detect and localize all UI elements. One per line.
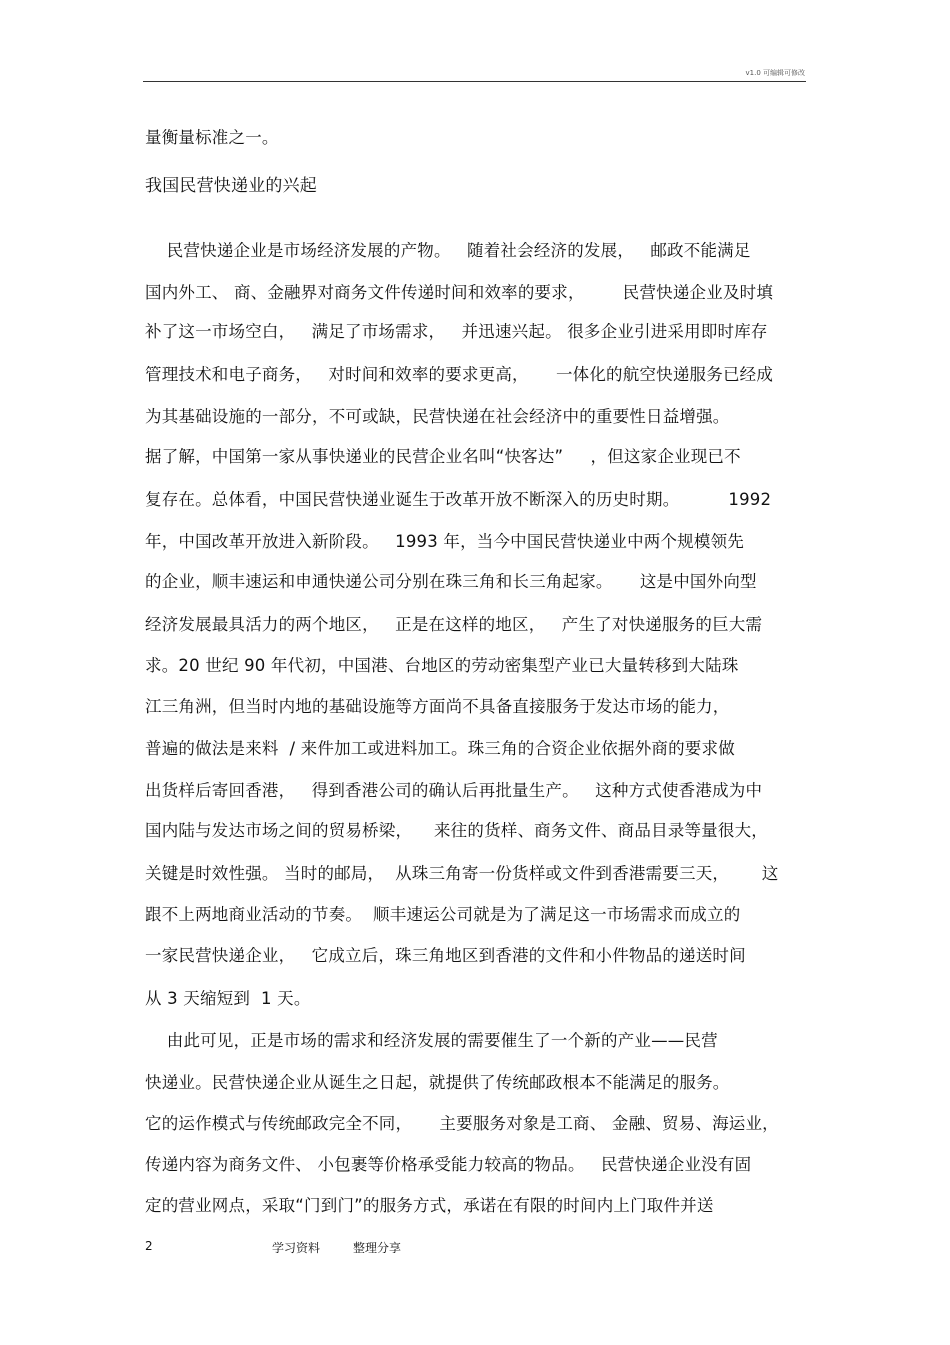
body-line: 复存在。总体看，中国民营快递业诞生于改革开放不断深入的历史时期。 1992 <box>145 490 772 509</box>
body-line: 江三角洲，但当时内地的基础设施等方面尚不具备直接服务于发达市场的能力， <box>145 697 730 716</box>
body-line: 关键是时效性强。 当时的邮局， 从珠三角寄一份货样或文件到香港需要三天， 这 <box>145 864 779 883</box>
body-line: 出货样后寄回香港， 得到香港公司的确认后再批量生产。 这种方式使香港成为中 <box>145 781 763 800</box>
header-rule <box>143 81 806 82</box>
body-line: 它的运作模式与传统邮政完全不同， 主要服务对象是工商、 金融、贸易、海运业， <box>145 1114 779 1133</box>
body-line: 国内陆与发达市场之间的贸易桥梁， 来往的货样、商务文件、商品目录等量很大， <box>145 821 768 840</box>
header-version-text: v1.0 可编辑可修改 <box>745 69 805 77</box>
body-line: 国内外工、 商、金融界对商务文件传递时间和效率的要求， 民营快递企业及时填 <box>145 283 774 302</box>
body-line: 民营快递企业是市场经济发展的产物。 随着社会经济的发展， 邮政不能满足 <box>145 241 751 260</box>
body-line: 补了这一市场空白， 满足了市场需求， 并迅速兴起。 很多企业引进采用即时库存 <box>145 322 768 341</box>
body-line: 管理技术和电子商务， 对时间和效率的要求更高， 一体化的航空快递服务已经成 <box>145 365 774 384</box>
body-line: 年，中国改革开放进入新阶段。 1993 年，当今中国民营快递业中两个规模领先 <box>145 532 744 551</box>
body-line: 快递业。民营快递企业从诞生之日起，就提供了传统邮政根本不能满足的服务。 <box>145 1073 730 1092</box>
body-line: 传递内容为商务文件、 小包裹等价格承受能力较高的物品。 民营快递企业没有固 <box>145 1155 752 1174</box>
body-line: 从 3 天缩短到 1 天。 <box>145 989 311 1008</box>
footer-left-text: 学习资料 <box>272 1241 321 1255</box>
body-line: 量衡量标准之一。 <box>145 128 279 147</box>
footer-page-number: 2 <box>145 1239 153 1253</box>
body-line: 由此可见，正是市场的需求和经济发展的需要催生了一个新的产业——民营 <box>145 1031 718 1050</box>
footer-right-text: 整理分享 <box>353 1241 402 1255</box>
body-line: 普遍的做法是来料 / 来件加工或进料加工。珠三角的合资企业依据外商的要求做 <box>145 739 735 758</box>
body-line: 据了解，中国第一家从事快递业的民营企业名叫“快客达” ，但这家企业现已不 <box>145 447 741 466</box>
body-line: 跟不上两地商业活动的节奏。 顺丰速运公司就是为了满足这一市场需求而成立的 <box>145 905 741 924</box>
section-heading: 我国民营快递业的兴起 <box>145 176 317 196</box>
body-line: 求。20 世纪 90 年代初，中国港、台地区的劳动密集型产业已大量转移到大陆珠 <box>145 656 739 675</box>
body-line: 经济发展最具活力的两个地区， 正是在这样的地区， 产生了对快递服务的巨大需 <box>145 615 763 634</box>
body-line: 的企业，顺丰速运和申通快递公司分别在珠三角和长三角起家。 这是中国外向型 <box>145 572 757 591</box>
body-line: 一家民营快递企业， 它成立后，珠三角地区到香港的文件和小件物品的递送时间 <box>145 946 746 965</box>
body-line: 为其基础设施的一部分，不可或缺，民营快递在社会经济中的重要性日益增强。 <box>145 407 730 426</box>
body-line: 定的营业网点，采取“门到门”的服务方式，承诺在有限的时间内上门取件并送 <box>145 1196 714 1215</box>
